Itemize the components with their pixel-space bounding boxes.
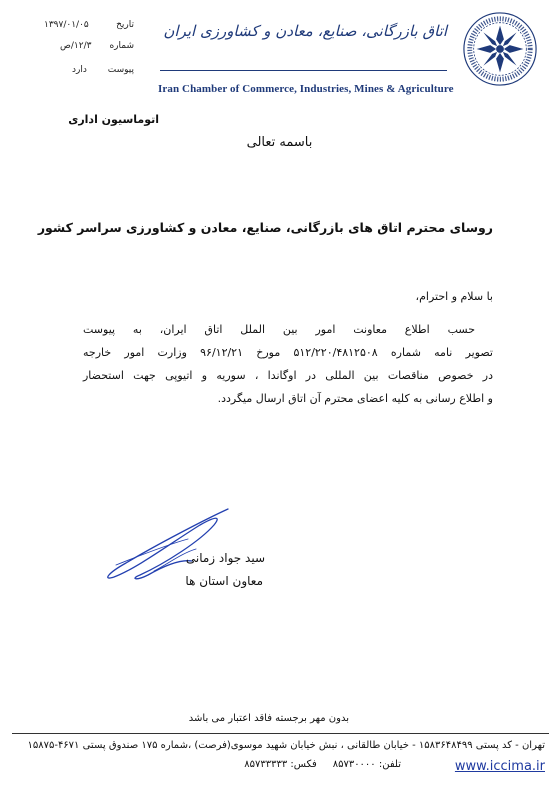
signer-name: سید جواد زمانی: [185, 551, 265, 565]
number-label: شماره: [109, 41, 134, 51]
website-link[interactable]: www.iccima.ir: [454, 759, 545, 774]
number-value: ۱۲/۳/ص: [60, 41, 92, 51]
fax-label: فکس:: [290, 759, 317, 770]
letter-line: تصویر نامه شماره ۵۱۲/۲۲۰/۴۸۱۲۵۰۸ مورخ ۹۶/۱۲/۲۱ وزارت امور خارجه: [83, 346, 493, 359]
letter-line: در خصوص مناقصات بین المللی در اوگاندا ، سوریه و اتیوپی جهت استحضار: [83, 369, 493, 382]
phone-label: تلفن:: [378, 759, 401, 770]
fax-number: ۸۵۷۳۳۳۳۳: [244, 759, 288, 770]
chamber-logo-icon: [461, 10, 539, 88]
invocation-heading: باسمه تعالی: [246, 135, 313, 150]
letter-body: [83, 318, 493, 410]
department-label: اتوماسیون اداری: [68, 113, 159, 126]
letter-line: حسب اطلاع معاونت امور بین الملل اتاق ایران، به پیوست: [83, 323, 475, 336]
greeting-text: با سلام و احترام،: [415, 290, 493, 303]
letter-line: و اطلاع رسانی به کلیه اعضای محترم آن اتاق ارسال میگردد.: [217, 392, 493, 405]
attachment-label: پیوست: [107, 65, 134, 75]
footer-divider: [12, 733, 549, 734]
phone-number: ۸۵۷۳۰۰۰۰: [332, 759, 376, 770]
header-divider: [160, 70, 447, 71]
footer-address: تهران - کد پستی ۱۵۸۳۶۴۸۴۹۹ - خیابان طالقانی ، نبش خیابان شهید موسوی(فرصت) ،شماره ۱۷۵ صندوق پستی ۴۶۷۱-۱۵۸۷۵: [27, 740, 545, 751]
date-value: ۱۳۹۷/۰۱/۰۵: [44, 20, 89, 30]
org-name-english: Iran Chamber of Commerce, Industries, Mines & Agriculture: [158, 83, 454, 95]
recipient-heading: روسای محترم اتاق های بازرگانی، صنایع، معادن و کشاورزی سراسر کشور: [37, 220, 493, 235]
attachment-value: دارد: [72, 65, 87, 75]
date-label: تاریخ: [116, 20, 134, 30]
validity-note: بدون مهر برجسته فاقد اعتبار می باشد: [188, 713, 349, 724]
signer-title: معاون استان ها: [185, 574, 263, 588]
footer-contacts: [244, 759, 401, 770]
org-name-persian: اتاق بازرگانی، صنایع، معادن و کشاورزی ایران: [163, 22, 447, 40]
handwritten-signature-icon: [96, 505, 246, 585]
